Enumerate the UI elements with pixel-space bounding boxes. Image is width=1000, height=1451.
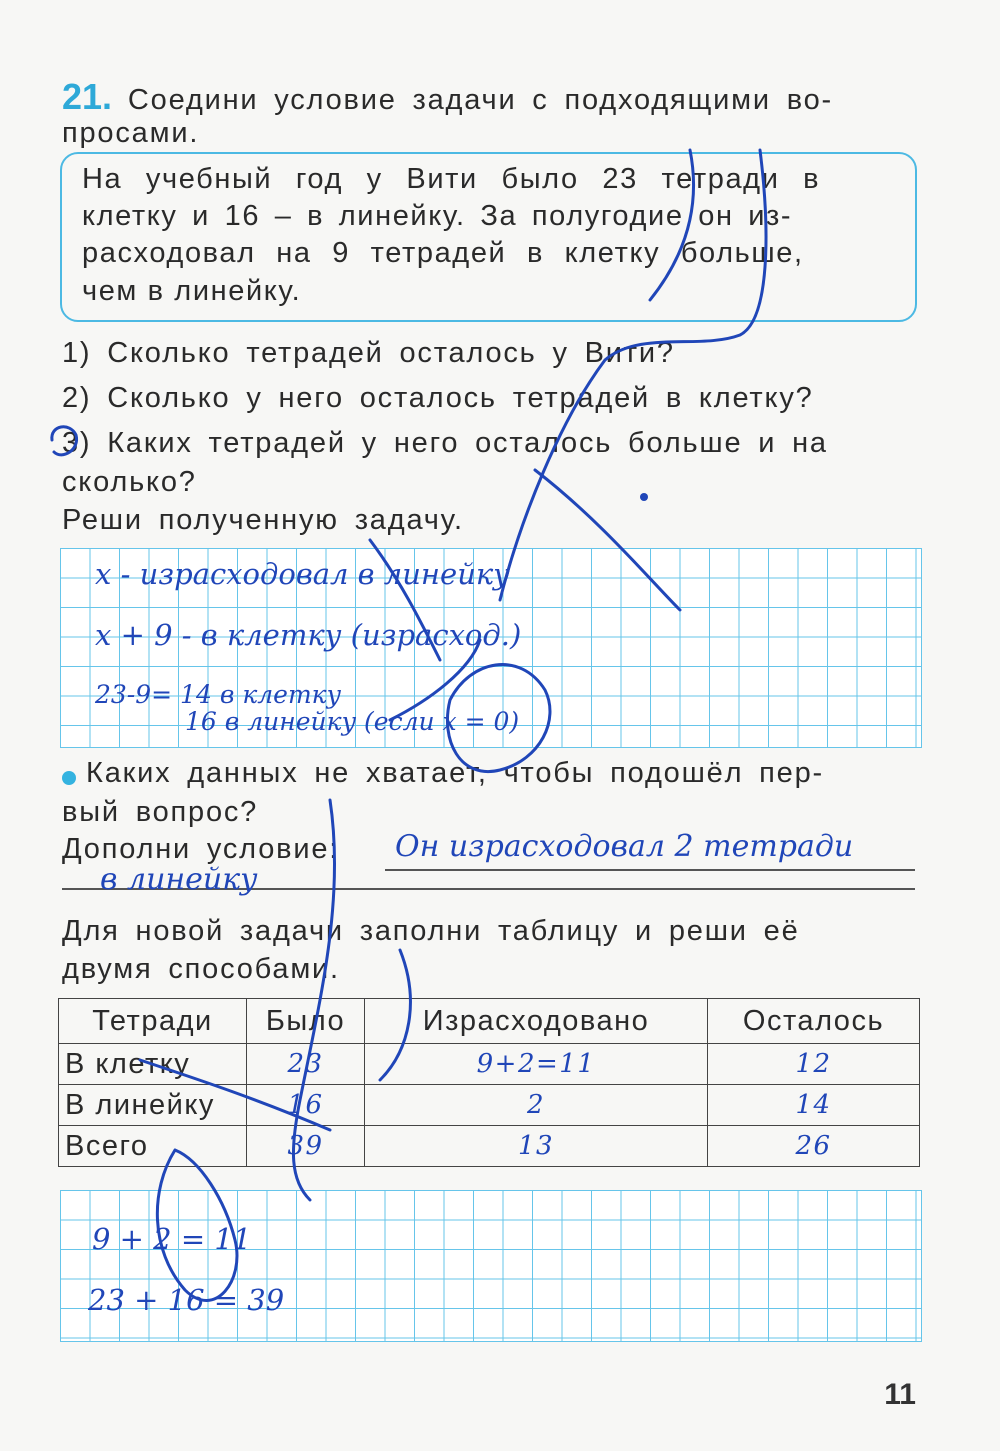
cell-was: 39 [247,1126,365,1167]
header-was: Было [247,999,365,1044]
table-row [59,1085,920,1126]
bullet-icon [62,771,76,785]
final-work-line-1: 9 + 2 = 11 [92,1222,252,1256]
question-2: 2) Сколько у него осталось тетрадей в клетку? [62,382,814,414]
header-used: Израсходовано [365,999,708,1044]
complete-condition-label: Дополни условие: [62,833,340,865]
page-number: 11 [884,1378,916,1411]
instruction-text-cont: просами. [62,117,200,149]
missing-data-question: Каких данных не хватает, чтобы подошёл пер- [86,757,824,789]
exercise-header [62,76,833,118]
condition-line-1: На учебный год у Вити было 23 тетради в [82,163,821,195]
answer-text-1: Он израсходовал 2 тетради [395,829,854,864]
cell-left: 26 [708,1126,920,1167]
cell-was: 16 [247,1085,365,1126]
solution-line-3: 23-9= 14 в клетку [95,680,342,709]
new-task-text: Для новой задачи заполни таблицу и реши её [62,915,800,947]
final-work-grid [60,1190,922,1342]
solve-prompt: Реши полученную задачу. [62,504,464,536]
cell-used: 13 [365,1126,708,1167]
ink-dot [640,493,648,501]
instruction-text: Соедини условие задачи с подходящими во- [127,84,833,116]
question-1: 1) Сколько тетрадей осталось у Вити? [62,337,675,369]
cell-left: 12 [708,1044,920,1085]
question-3-cont: сколько? [62,466,197,498]
cell-used: 2 [365,1085,708,1126]
final-work-line-2: 23 + 16 = 39 [88,1283,285,1317]
condition-line-4: чем в линейку. [82,275,302,307]
row-label: Всего [59,1126,247,1167]
answer-text-2: в линейку [100,862,258,897]
table-row [59,1044,920,1085]
solution-line-1: x - израсходовал в линейку [95,557,511,591]
solution-line-2: x + 9 - в клетку (израсход.) [95,618,522,652]
row-label: В клетку [59,1044,247,1085]
header-left: Осталось [708,999,920,1044]
condition-line-3: расходовал на 9 тетрадей в клетку больше, [82,237,804,269]
header-notebooks: Тетради [59,999,247,1044]
cell-was: 23 [247,1044,365,1085]
data-table [58,998,920,1167]
table-header-row [59,999,920,1044]
exercise-number: 21. [62,76,113,117]
cell-left: 14 [708,1085,920,1126]
missing-data-question-cont: вый вопрос? [62,796,259,828]
table-row [59,1126,920,1167]
solution-line-4: 16 в линейку (если x = 0) [185,707,520,736]
row-label: В линейку [59,1085,247,1126]
answer-line-1 [385,869,915,871]
condition-line-2: клетку и 16 – в линейку. За полугодие он из- [82,200,793,232]
question-3: 3) Каких тетрадей у него осталось больше и на [62,427,828,459]
cell-used: 9+2=11 [365,1044,708,1085]
new-task-text-cont: двумя способами. [62,953,340,985]
